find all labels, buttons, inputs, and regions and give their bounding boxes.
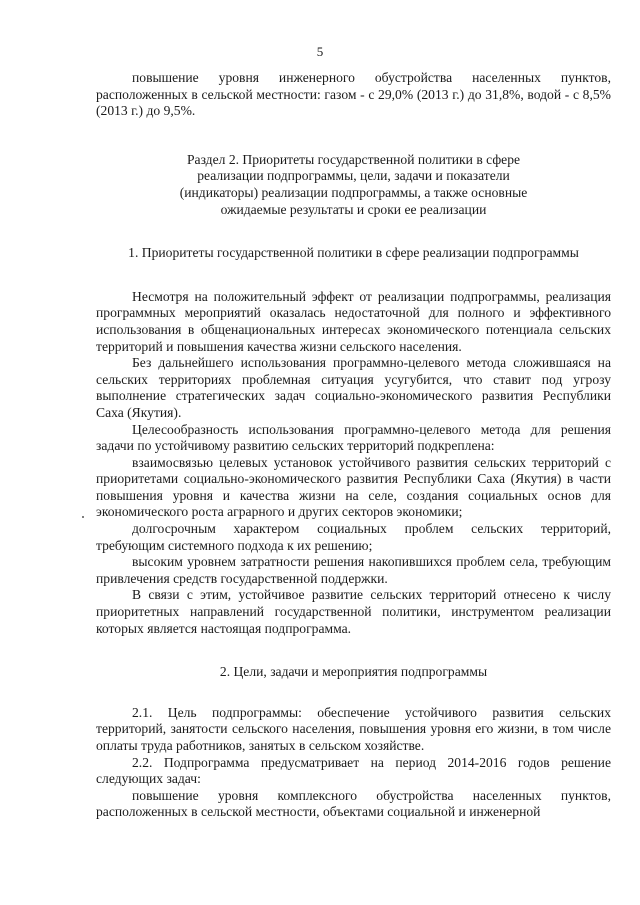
body-paragraph: 2.2. Подпрограмма предусматривает на период 2014-2016 годов решение следующих задач:: [96, 754, 611, 787]
subsection-2-title: 2. Цели, задачи и мероприятия подпрограммы: [219, 664, 488, 680]
body-paragraph: взаимосвязью целевых установок устойчивого развития сельских территорий с приоритетами социально-экономического развития Республики Саха (Якутия) в части повышения уровня и качества жизни на селе, создания социальных основ для экономического роста аграрного и других секторов экономики;: [96, 454, 611, 520]
subsection-2-body: [96, 705, 611, 821]
body-paragraph: высоким уровнем затратности решения накопившихся проблем села, требующим привлечения средств государственной поддержки.: [96, 554, 611, 586]
subsection-1-body: [96, 289, 611, 637]
intro-paragraph: повышение уровня инженерного обустройства населенных пунктов, расположенных в сельской местности: газом - с 29,0% (2013 г.) до 31,8%, водой - с 8,5% (2013 г.) до 9,5%.: [96, 70, 611, 119]
scan-speck: [82, 516, 84, 518]
body-paragraph: Несмотря на положительный эффект от реализации подпрограммы, реализация программных мероприятий оказалась недостаточной для полного и эффективного использования в общенациональных интересах экономического потенциала сельских территорий и повышения качества жизни сельского населения.: [96, 288, 611, 354]
subsection-1-title: 1. Приоритеты государственной политики в сфере реализации подпрограммы: [128, 245, 579, 261]
document-body: [96, 70, 611, 821]
body-paragraph: Целесообразность использования программно-целевого метода для решения задачи по устойчивому развитию сельских территорий подкреплена:: [96, 421, 611, 454]
body-paragraph: В связи с этим, устойчивое развитие сельских территорий отнесено к числу приоритетных направлений государственной политики, инструментом реализации которых является настоящая подпрограмма.: [96, 587, 611, 636]
body-paragraph: 2.1. Цель подпрограммы: обеспечение устойчивого развития сельских территорий, занятости сельского населения, повышения уровня его жизни, в том числе оплаты труда работников, занятых в сельском хозяйстве.: [96, 704, 611, 753]
body-paragraph: долгосрочным характером социальных проблем сельских территорий, требующим системного подхода к их решению;: [96, 521, 611, 553]
page-number: 5: [316, 44, 324, 59]
section-title-line: Раздел 2. Приоритеты государственной политики в сфере: [186, 151, 521, 167]
body-paragraph: Без дальнейшего использования программно-целевого метода сложившаяся на сельских территориях проблемная ситуация усугубится, что ставит под угрозу выполнение стратегических задач социально-экономического развития Республики Саха (Якутия).: [96, 355, 611, 420]
section-title-line: ожидаемые результаты и сроки ее реализации: [220, 201, 487, 217]
section-title-line: (индикаторы) реализации подпрограммы, а также основные: [179, 184, 528, 200]
section-title-line: реализации подпрограммы, цели, задачи и показатели: [197, 168, 510, 184]
section-2-title: [96, 152, 611, 218]
body-paragraph: повышение уровня комплексного обустройства населенных пунктов, расположенных в сельской местности, объектами социальной и инженерной: [96, 787, 611, 820]
